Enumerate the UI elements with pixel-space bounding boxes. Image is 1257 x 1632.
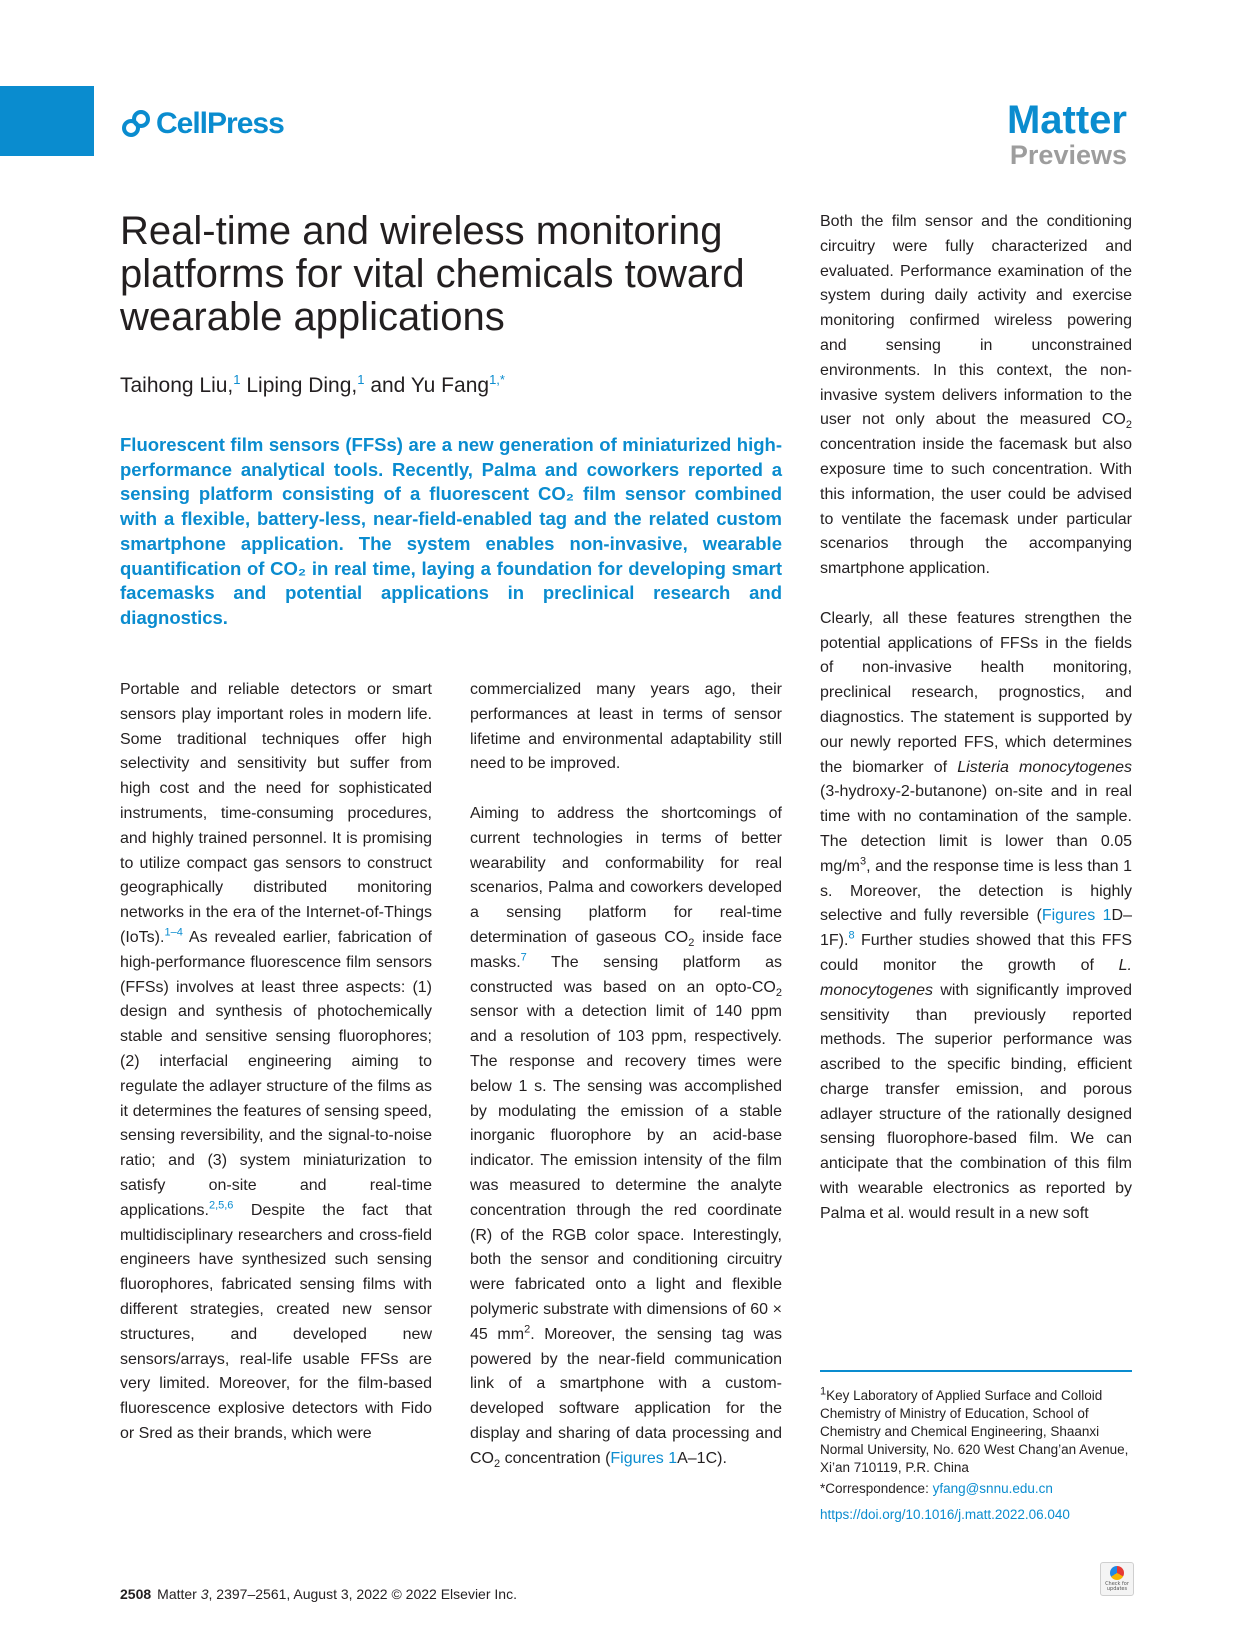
body-paragraph: Portable and reliable detectors or smart sensors play important roles in modern life. Some traditional techniques offer high selectivity and sensitivity but suffer from high cost and the need for sophisticated instruments, time-consuming procedures, and highly trained personnel. It is promising to utilize compact gas sensors to construct geographically distributed monitoring networks in the era of the Internet-of-Things (IoTs).$^{1-4}$ As revealed earlier, fabrication of high-performance fluorescence film sensors (FFSs) involves at least three aspects: (1) design and synthesis of photochemically stable and sensitive sensing fluorophores; (2) interfacial engineering aiming to regulate the adlayer structure of the films as it determines the features of sensing speed, sensing reversibility, and the signal-to-noise ratio; and (3) system miniaturization to satisfy on-site and real-time applications.$^{2,5,6}$ Despite the fact that multidisciplinary researchers and cross-field engineers have synthesized such sensing fluorophores, fabricated sensing films with different strategies, created new sensor structures, and developed new sensors/arrays, real-life usable FFSs are very limited. Moreover, for the film-based fluorescence explosive detectors with Fido or Sred as their brands, which were	[120, 681, 432, 1442]
journal-header	[1007, 100, 1127, 169]
publisher-name: CellPress	[156, 107, 284, 140]
author-affiliation-mark[interactable]: 1	[233, 372, 241, 387]
footnote-divider	[820, 1370, 1132, 1372]
body-paragraph: Clearly, all these features strengthen the potential applications of FFSs in the fields of non-invasive health monitoring, preclinical research, prognostics, and diagnostics. The statement is supported by our newly reported FFS, which determines the biomarker of Listeria monocytogenes (3-hydroxy-2-butanone) on-site and in real time with no contamination of the sample. The detection limit is lower than 0.05 $mg/m^3$, and the response time is less than 1 s. Moreover, the detection is highly selective and fully reversible (Figures 1D–1F).$^8$ Further studies showed that this FFS could monitor the growth of L. monocytogenes with significantly improved sensitivity than previously reported methods. The superior performance was ascribed to the specific binding, efficient charge transfer emission, and porous adlayer structure of the rationally designed sensing fluorophore-based film. We can anticipate that the combination of this film with wearable electronics as reported by Palma et al. would result in a new soft	[820, 609, 1133, 1222]
body-paragraph: commercialized many years ago, their performances at least in terms of sensor lifetime and environmental adaptability still need to be improved.	[470, 681, 782, 773]
correspondence	[820, 1481, 1053, 1496]
author-name: Liping Ding,	[246, 374, 358, 397]
check-updates-logo	[1110, 1566, 1124, 1580]
author-affiliation-mark[interactable]: 1,*	[489, 372, 505, 387]
cellpress-logo[interactable]	[120, 104, 284, 144]
doi-link[interactable]: https://doi.org/10.1016/j.matt.2022.06.040	[820, 1507, 1070, 1522]
author-name: and Yu Fang	[370, 374, 490, 397]
abstract: Fluorescent film sensors (FFSs) are a new generation of miniaturized high-performance analytical tools. Recently, Palma and coworkers reported a sensing platform consisting of a fluorescent CO₂ film sensor combined with a flexible, battery-less, near-field-enabled tag and the related custom smartphone application. The system enables non-invasive, wearable quantification of CO₂ in real time, laying a foundation for developing smart facemasks and potential applications in preclinical research and diagnostics.	[120, 434, 782, 628]
author-name: Taihong Liu,	[120, 374, 234, 397]
brand-color-bar	[0, 86, 94, 156]
citation-link[interactable]: 1–4	[164, 926, 183, 939]
page-number: 2508	[120, 1586, 152, 1602]
email-link[interactable]: yfang@snnu.edu.cn	[932, 1481, 1053, 1496]
body-column-1	[120, 678, 432, 1472]
citation-link[interactable]: 2,5,6	[208, 1199, 234, 1212]
figure-link[interactable]: Figures 1	[1041, 907, 1112, 925]
article-title: Real-time and wireless monitoring platforms for vital chemicals toward wearable applications	[120, 209, 745, 339]
body-column-2	[470, 678, 782, 1496]
check-updates-label: Check for updates	[1105, 1581, 1129, 1592]
check-updates-icon[interactable]	[1100, 1562, 1134, 1596]
author-list	[120, 372, 505, 398]
citation-link[interactable]: 8	[848, 929, 855, 942]
body-column-3	[820, 210, 1132, 1251]
cellpress-icon	[120, 108, 152, 140]
author-affiliation-mark[interactable]: 1	[357, 372, 365, 387]
citation-link[interactable]: 7	[520, 951, 527, 964]
correspondence-label: *Correspondence:	[820, 1481, 933, 1496]
journal-name: Matter	[1006, 98, 1127, 142]
page-footer: 2508 Matter 3, 2397–2561, August 3, 2022 © 2022 Elsevier Inc.	[120, 1586, 517, 1602]
affiliation-footnote: $^1$Key Laboratory of Applied Surface and Colloid Chemistry of Ministry of Education, School of Chemistry and Chemical Engineering, Shaanxi Normal University, No. 620 West Chang’an Avenue, Xi’an 710119, P.R. China	[820, 1385, 1129, 1475]
section-name: Previews	[1009, 140, 1127, 170]
body-paragraph: Aiming to address the shortcomings of current technologies in terms of better wearability and conformability for real scenarios, Palma and coworkers developed a sensing platform for real-time determination of gaseous $CO_2$ inside face masks.$^7$ The sensing platform as constructed was based on an opto-$CO_2$ sensor with a detection limit of 140 ppm and a resolution of 103 ppm, respectively. The response and recovery times were below 1 s. The sensing was accomplished by modulating the emission of a stable inorganic fluorophore by an acid-base indicator. The emission intensity of the film was measured to determine the analyte concentration through the red coordinate (R) of the RGB color space. Interestingly, both the sensor and conditioning circuitry were fabricated onto a light and flexible polymeric substrate with dimensions of 60 × 45 $mm^2$. Moreover, the sensing tag was powered by the near-field communication link of a smartphone with a custom-developed software application for the display and sharing of data processing and $CO_2$ concentration (Figures 1A–1C).	[470, 804, 783, 1470]
figure-link[interactable]: Figures 1	[610, 1449, 678, 1467]
body-paragraph: Both the film sensor and the conditioning circuitry were fully characterized and evaluated. Performance examination of the system during daily activity and exercise monitoring confirmed wireless powering and sensing in unconstrained environments. In this context, the non-invasive system delivers information to the user not only about the measured $CO_2$ concentration inside the facemask but also exposure time to such concentration. With this information, the user could be advised to ventilate the facemask under particular scenarios through the accompanying smartphone application.	[820, 213, 1132, 578]
